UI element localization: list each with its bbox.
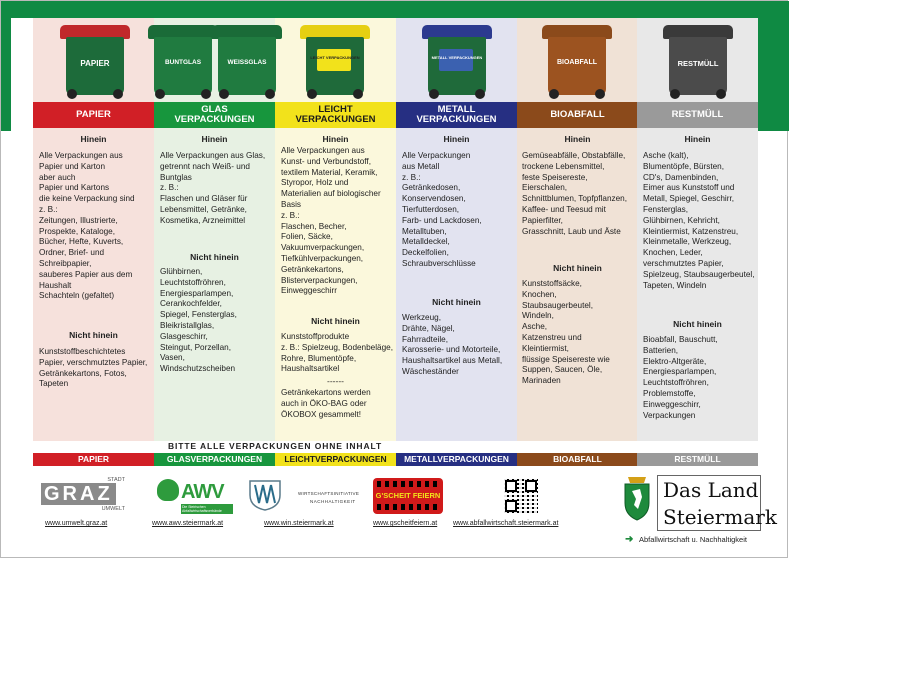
awv-logo [155,477,233,515]
metall-hinein-title: Hinein [443,134,470,144]
metall-nicht-title: Nicht hinein [432,297,481,307]
bin-label-weissglas: WEISSGLAS [227,59,267,66]
leicht-divider: ------ [327,376,344,386]
bio-nicht-title: Nicht hinein [553,263,602,273]
arrow-right-icon: ➜ [625,534,634,545]
footer-label-papier: PAPIER [33,453,154,466]
land-line2-text: Steiermark [663,505,777,529]
leicht-hinein-title: Hinein [322,134,349,144]
bin-label-buntglas: BUNTGLAS [164,59,202,66]
header-bio: BIOABFALL [517,102,638,128]
bin-metallverpackungen [425,25,489,99]
bin-label-leicht: LEICHT VERPACKUNGEN [310,55,360,60]
header-leicht: LEICHT VERPACKUNGEN [275,102,396,128]
awv-emblem-icon [157,479,179,501]
awv-subtitle: Die Steirischen Abfallwirtschaftsverbände [181,504,233,514]
footer-label-rest: RESTMÜLL [637,453,758,466]
bin-leichtverpackungen [303,25,367,99]
link-umwelt-graz[interactable]: www.umwelt.graz.at [45,520,108,527]
bin-buntglas [151,25,215,99]
gscheit-feiern-logo [373,478,443,514]
header-glas: GLAS VERPACKUNGEN [154,102,275,128]
link-awv-steiermark[interactable]: www.awv.steiermark.at [152,520,224,527]
header-metall: METALL VERPACKUNGEN [396,102,517,128]
awv-text: AWV [181,481,224,503]
qr-code-icon [504,479,538,513]
gscheit-pattern-bottom-icon [377,504,439,510]
bin-label-rest: RESTMÜLL [677,59,719,68]
metall-nicht-text: Werkzeug, Drähte, Nägel, Fahrradteile, Karosserie- und Motorteile, Haushaltsartikel aus Metall, Wäscheständer [402,313,503,376]
collect-empty-notice: BITTE ALLE VERPACKUNGEN OHNE INHALT [167,441,383,451]
bio-nicht-text: Kunststoffsäcke, Knochen, Staubsaugerbeutel, Windeln, Asche, Katzenstreu und Kleintiermist, flüssige Speisereste wie Suppen, Saucen, Öle, Marinaden [522,279,610,386]
bio-hinein-text: Gemüseabfälle, Obstabfälle, trockene Lebensmittel, feste Speisereste, Eierschalen, Schnittblumen, Topfpflanzen, Kaffee- und Teesud mit Papierfilter, Grasschnitt, Laub und Äste [522,151,627,236]
graz-umwelt-logo [39,477,127,513]
header-papier: PAPIER [33,102,154,128]
bin-label-bio: BIOABFALL [556,59,598,66]
leicht-note: Getränkekartons werden auch in ÖKO-BAG oder ÖKOBOX gesammelt! [281,388,371,419]
gscheit-feiern-text: G'SCHEIT FEIERN [375,491,441,500]
bio-hinein-title: Hinein [564,134,591,144]
footer-label-glas: GLASVERPACKUNGEN [154,453,275,466]
leicht-hinein-text: Alle Verpackungen aus Kunst- und Verbundstoff, textilem Material, Keramik, Styropor, Holz und Materialien auf biologischer Basis z. B.: Flaschen, Becher, Folien, Säcke, Vakuumverpackungen, Tiefkühlverpackungen, Getränkekartons, Blisterverpackungen, Einweggeschirr [281,146,381,296]
papier-nicht-text: Kunststoffbeschichtetes Papier, verschmutztes Papier, Getränkekartons, Fotos, Tapeten [39,347,148,389]
land-department-text: Abfallwirtschaft u. Nachhaltigkeit [639,535,747,544]
rest-nicht-title: Nicht hinein [673,319,722,329]
gscheit-pattern-icon [377,481,439,487]
rest-hinein-title: Hinein [684,134,711,144]
link-gscheitfeiern[interactable]: www.gscheitfeiern.at [373,520,438,527]
steiermark-crest-icon [622,475,652,521]
footer-label-metall: METALLVERPACKUNGEN [396,453,517,466]
win-shield-icon [248,479,282,511]
bin-bioabfall [545,25,609,99]
header-rest: RESTMÜLL [637,102,758,128]
glas-nicht-title: Nicht hinein [190,252,239,262]
win-line1-text: WIRTSCHAFTSINITIATIVE [298,491,360,496]
leicht-nicht-text: Kunststoffprodukte z. B.: Spielzeug, Bodenbeläge, Rohre, Blumentöpfe, Haushaltsartikel [281,332,393,374]
footer-label-leicht: LEICHTVERPACKUNGEN [275,453,396,466]
win-line2-text: NACHHALTIGKEIT [310,499,356,504]
bin-restmuell [666,25,730,99]
rest-nicht-text: Bioabfall, Bauschutt, Batterien, Elektro-Altgeräte, Energiesparlampen, Leuchtstoffröhren, Problemstoffe, Einweggeschirr, Verpackungen [643,335,718,420]
graz-umwelt-text: UMWELT [101,506,125,512]
glas-hinein-title: Hinein [201,134,228,144]
papier-nicht-title: Nicht hinein [69,330,118,340]
bin-papier [63,25,127,99]
land-name-box [657,475,777,531]
graz-name-text: GRAZ [41,483,116,505]
papier-hinein-title: Hinein [80,134,107,144]
win-logo [248,479,358,511]
link-abfallwirtschaft-steiermark[interactable]: www.abfallwirtschaft.steiermark.at [453,520,559,527]
glas-hinein-text: Alle Verpackungen aus Glas, getrennt nach Weiß- und Buntglas z. B.: Flaschen und Gläser für Lebensmittel, Getränke, Kosmetika, Arzneimittel [160,151,266,225]
bin-label-papier: PAPIER [80,59,110,68]
graz-stadt-text: STADT [107,477,125,483]
papier-hinein-text: Alle Verpackungen aus Papier und Karton aber auch Papier und Kartons die keine Verpackung sind z. B.: Zeitungen, Illustrierte, Prospekte, Kataloge, Bücher, Hefte, Kuverts, Ordner, Brief- und Schreibpapier, sauberes Papier aus dem Haushalt Schachteln (gefaltet) [39,151,135,301]
link-win-steiermark[interactable]: www.win.steiermark.at [264,520,334,527]
metall-hinein-text: Alle Verpackungen aus Metall z. B.: Getränkedosen, Konservendosen, Tierfutterdosen, Farb- und Lackdosen, Metalltuben, Metalldeckel, Deckelfolien, Schraubverschlüsse [402,151,482,268]
glas-nicht-text: Glühbirnen, Leuchtstoffröhren, Energiesparlampen, Cerankochfelder, Spiegel, Fensterglas, Bleikristallglas, Glasgeschirr, Steingut, Porzellan, Vasen, Windschutzscheiben [160,267,237,374]
land-steiermark-logo [622,475,777,535]
footer-label-bio: BIOABFALL [517,453,638,466]
rest-hinein-text: Asche (kalt), Blumentöpfe, Bürsten, CD's, Damenbinden, Eimer aus Kunststoff und Metall, Spiegel, Geschirr, Fensterglas, Glühbirnen, Kehricht, Kleintiermist, Katzenstreu, Kleinmetalle, Werkzeug, Knochen, Leder, verschmutztes Papier, Spielzeug, Staubsaugerbeutel, Tapeten, Windeln [643,151,755,290]
leicht-nicht-title: Nicht hinein [311,316,360,326]
bin-weissglas [215,25,279,99]
bin-label-metall: METALL VERPACKUNGEN [431,55,483,60]
land-line1-text: Das Land [663,478,759,502]
